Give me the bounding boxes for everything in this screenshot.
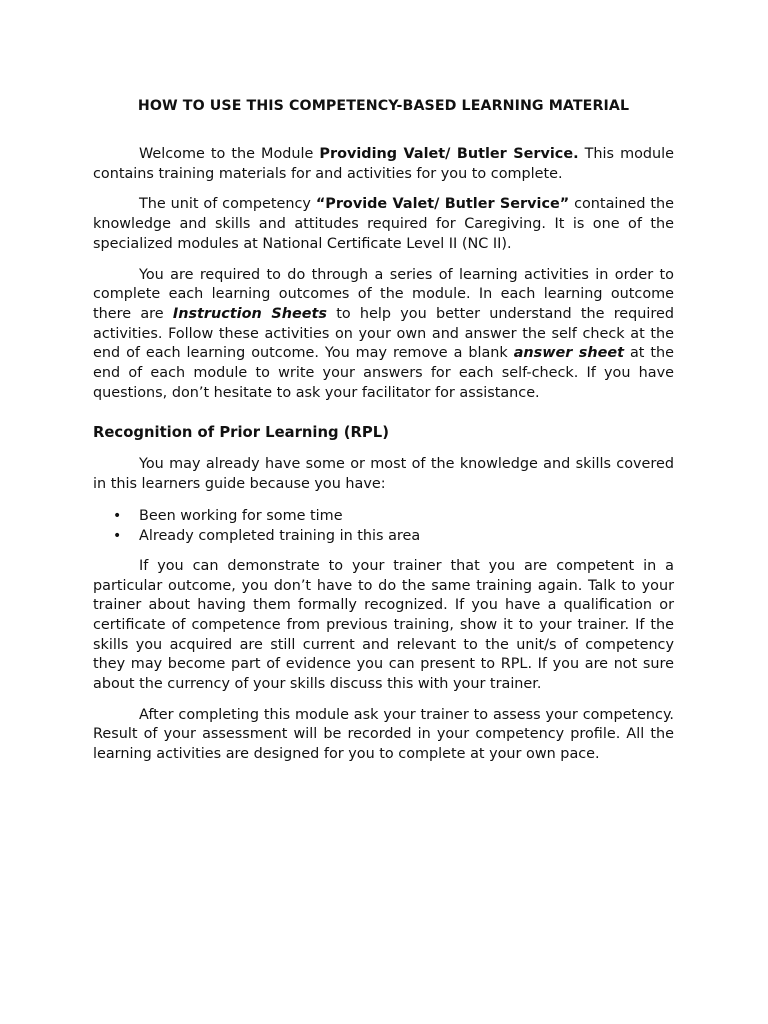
- rpl-heading: Recognition of Prior Learning (RPL): [93, 424, 389, 442]
- activities-text: You are required to do through a series of learning activities in order to complete each learning outcomes of the module. In each learning outcome there are: [93, 266, 674, 322]
- competency-text-rest: contained the knowledge and skills and attitudes required for Caregiving. It is one of the specialized modules at National Certificate Level II (NC II).: [93, 196, 674, 252]
- list-item: [93, 506, 674, 526]
- instruction-sheets-term: Instruction Sheets: [172, 305, 327, 322]
- activities-text-end: at the end of each module to write your answers for each self-check. If you have questions, don’t hesitate to ask your facilitator for assistance.: [93, 345, 674, 401]
- page-title: HOW TO USE THIS COMPETENCY-BASED LEARNING MATERIAL: [137, 98, 630, 114]
- assessment-paragraph: After completing this module ask your trainer to assess your competency. Result of your assessment will be recorded in your competency profile. All the learning activities are designed for you to complete at your own pace.: [93, 706, 674, 763]
- bullet-icon: •: [113, 507, 122, 524]
- competency-name: “Provide Valet/ Butler Service”: [315, 196, 570, 213]
- list-item: [93, 526, 674, 546]
- rpl-bullet-list: [93, 506, 674, 546]
- demonstrate-paragraph: If you can demonstrate to your trainer that you are competent in a particular outcome, you don’t have to do the same training again. Talk to your trainer about having them formally recognized. If you have a qualification or certificate of competence from previous training, show it to your trainer. If the skills you acquired are still current and relevant to the unit/s of competency they may become part of evidence you can present to RPL. If you are not sure about the currency of your skills discuss this with your trainer.: [93, 557, 674, 693]
- activities-text-middle: to help you better understand the required activities. Follow these activities on your own and answer the self check at the end of each learning outcome. You may remove a blank: [93, 305, 674, 362]
- welcome-text-rest: This module contains training materials for and activities for you to complete.: [93, 146, 674, 182]
- rpl-intro-paragraph: You may already have some or most of the knowledge and skills covered in this learners guide because you have:: [93, 456, 674, 493]
- list-item-text: Been working for some time: [139, 507, 343, 524]
- document-page: [93, 96, 674, 776]
- welcome-paragraph: [93, 145, 674, 184]
- bullet-icon: •: [113, 527, 122, 544]
- competency-text: The unit of competency: [139, 196, 316, 213]
- answer-sheet-term: answer sheet: [513, 345, 624, 362]
- welcome-text: Welcome to the Module: [139, 146, 320, 162]
- list-item-text: Already completed training in this area: [139, 527, 421, 544]
- competency-paragraph: [93, 195, 674, 254]
- module-name: Providing Valet/ Butler Service.: [319, 146, 579, 162]
- activities-paragraph: [93, 266, 674, 404]
